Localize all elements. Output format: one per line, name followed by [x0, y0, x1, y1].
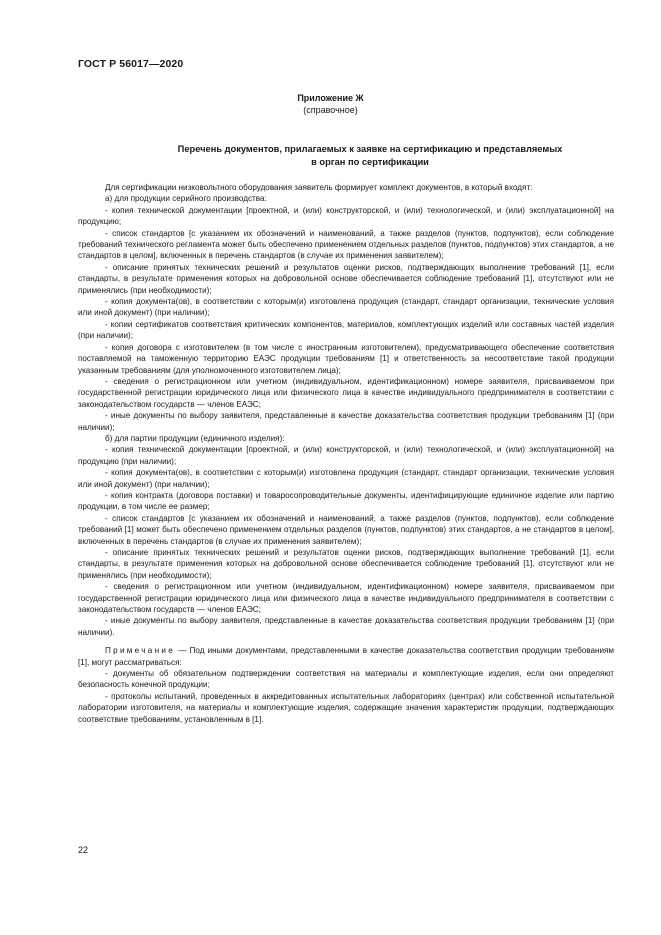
list-item: - копия технической документации [проектной, и (или) конструкторской, и (или) технологической, и (или) эксплуатационной] на продукцию (при наличии);: [78, 445, 614, 466]
appendix-subtitle: (справочное): [303, 105, 358, 115]
list-item: - копия технической документации [проектной, и (или) конструкторской, и (или) технологической, и (или) эксплуатационной] на продукцию;: [78, 205, 614, 227]
document-body: [78, 182, 614, 725]
list-item: - описание принятых технических решений и результатов оценки рисков, подтверждающих выполнение требований [1], если стандарты, в результате применения которых на добровольной основе обеспечивается соблюдение требований [1], отсутствуют или не применялись (при необходимости);: [78, 548, 614, 580]
list-item: - копия договора с изготовителем (в том числе с иностранным изготовителем), предусматривающего обеспечение соответствия поставляемой на таможенную территорию ЕАЭС продукции требованиям [1] и ответственность за несоответствие такой продукции указанным требованиям (для уполномоченного изготовителем лица);: [78, 342, 614, 375]
list-item: - сведения о регистрационном или учетном (индивидуальном, идентификационном) номере заявителя, присваиваемом при государственной регистрации юридического лица или физического лица в качестве индивидуального предпринимателя в соответствии с законодательством государств — членов ЕАЭС;: [78, 376, 614, 409]
appendix-heading: [0, 92, 661, 116]
note-item: - документы об обязательном подтверждении соответствия на материалы и комплектующие изделия, если они определяют безопасность конечной продукции;: [78, 669, 614, 690]
list-item: - копия документа(ов), в соответствии с которым(и) изготовлена продукция (стандарт, стандарт организации, технические условия или иной документ) (при наличии);: [78, 297, 614, 318]
note-label: Примечание: [105, 646, 176, 656]
note-item: - протоколы испытаний, проведенных в аккредитованных испытательных лабораториях (центрах) или собственной испытательной лаборатории изготовителя, на материалы и комплектующие изделия, содержащие значения характеристик продукции, подтверждающих соответствие требованиям, установленным в [1].: [78, 691, 614, 724]
list-item: - копия контракта (договора поставки) и товаросопроводительные документы, идентифицирующие единичное изделие или партию продукции, в том числе ее размер;: [78, 490, 614, 512]
list-item: - список стандартов [с указанием их обозначений и наименований, а также разделов (пунктов, подпунктов), если соблюдение требований [1] может быть обеспечено применением отдельных разделов (пунктов, подпунктов) этих стандартов, а не стандартов в целом], включенных в перечень стандартов (в случае их применения заявителем);: [78, 513, 614, 546]
paragraph: б) для партии продукции (единичного изделия):: [105, 433, 285, 443]
list-item: - описание принятых технических решений и результатов оценки рисков, подтверждающих выполнение требований [1], если стандарты, в результате применения которых на добровольной основе обеспечивается соблюдение требований [1], отсутствуют или не применялись (при необходимости);: [78, 262, 614, 295]
document-title-line-1: Перечень документов, прилагаемых к заявке на сертификацию и представляемых: [177, 144, 563, 154]
document-title-line-2: в орган по сертификации: [311, 156, 429, 167]
paragraph: Для сертификации низковольтного оборудования заявитель формирует комплект документов, в который входят:: [105, 183, 533, 192]
appendix-title: Приложение Ж: [297, 93, 364, 103]
list-item: - копии сертификатов соответствия критических компонентов, материалов, комплектующих изделий или составных частей изделия (при наличии);: [78, 319, 614, 341]
list-item: - список стандартов [с указанием их обозначений и наименований, а также разделов (пунктов, подпунктов), если соблюдение требований технического регламента может быть обеспечено применением отдельных разделов (пунктов, подпунктов) этих стандартов, а не стандартов в целом], включенных в перечень стандартов (в случае их применения заявителем);: [78, 228, 614, 261]
list-item: - сведения о регистрационном или учетном (индивидуальном, идентификационном) номере заявителя, присваиваемом при государственной регистрации юридического лица или физического лица в качестве индивидуального предпринимателя в соответствии с законодательством государств — членов ЕАЭС;: [78, 582, 614, 615]
list-item: - копия документа(ов), в соответствии с которым(и) изготовлена продукция (стандарт, стандарт организации, технические условия или иной документ) (при наличии);: [78, 468, 614, 489]
list-item: - иные документы по выбору заявителя, представленные в качестве доказательства соответствия продукции требованиям [1] (при наличии).: [78, 616, 614, 637]
document-title: [70, 143, 661, 168]
list-item: - иные документы по выбору заявителя, представленные в качестве доказательства соответствия продукции требованиям [1] (при наличии);: [78, 411, 614, 432]
note-text: — Под иными документами, представленными в качестве доказательства соответствия продукции требованиям [1], могут рассматриваться:: [78, 646, 614, 667]
page-number: 22: [78, 845, 89, 855]
note: [78, 645, 614, 668]
standard-id: ГОСТ Р 56017—2020: [78, 58, 184, 70]
paragraph: а) для продукции серийного производства:: [105, 194, 267, 204]
